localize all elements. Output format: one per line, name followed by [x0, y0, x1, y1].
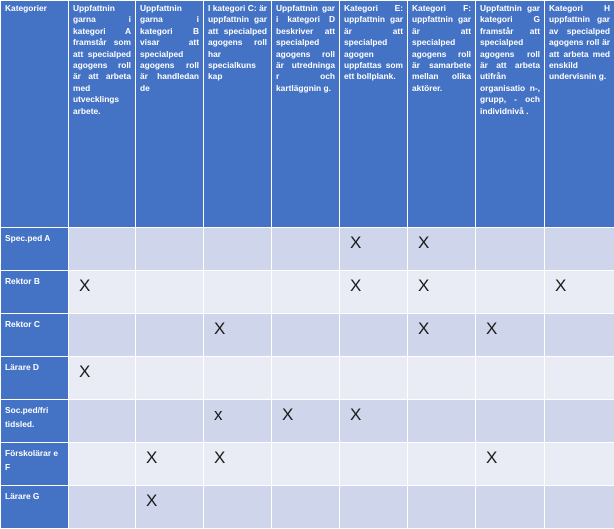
header-category-d: Uppfattnin gar i kategori D beskriver att specialped agogens roll är utredninga r och kartläggnin g.	[272, 1, 340, 228]
row-label: Rektor C	[1, 314, 69, 357]
table-cell: X	[136, 443, 204, 486]
table-cell	[272, 357, 340, 400]
row-label: Lärare G	[1, 486, 69, 529]
table-cell	[272, 443, 340, 486]
table-row	[1, 443, 614, 486]
table-cell	[476, 228, 545, 271]
table-cell	[136, 271, 204, 314]
table-cell: X	[545, 271, 614, 314]
table-cell: X	[340, 271, 408, 314]
table-row	[1, 357, 614, 400]
table-cell	[69, 228, 136, 271]
table-cell	[69, 314, 136, 357]
table-cell	[272, 271, 340, 314]
table-cell: X	[340, 228, 408, 271]
table-cell	[136, 400, 204, 443]
table-cell: x	[204, 400, 272, 443]
row-label: Lärare D	[1, 357, 69, 400]
table-row	[1, 486, 614, 529]
row-label: Soc.ped/fri tidsled.	[1, 400, 69, 443]
table-cell	[476, 486, 545, 529]
table-row	[1, 271, 614, 314]
row-label: Spec.ped A	[1, 228, 69, 271]
table-cell: X	[476, 314, 545, 357]
table-cell	[340, 357, 408, 400]
table-cell: X	[408, 314, 476, 357]
table-cell	[408, 400, 476, 443]
table-cell	[545, 443, 614, 486]
header-category-a: Uppfattnin garna i kategori A framstår som att specialped agogens roll är att arbeta med utvecklings arbete.	[69, 1, 136, 228]
table-cell	[408, 357, 476, 400]
table-cell: X	[476, 443, 545, 486]
row-label: Rektor B	[1, 271, 69, 314]
table-cell: X	[204, 314, 272, 357]
table-cell: X	[204, 443, 272, 486]
table-cell: X	[272, 400, 340, 443]
table-cell	[545, 400, 614, 443]
header-category-e: Kategori E: uppfattnin gar är att specialped agogen uppfattas som ett bollplank.	[340, 1, 408, 228]
table-cell	[476, 357, 545, 400]
header-category-h: Kategori H uppfattnin gar av specialped agogens roll är att arbeta med enskild undervisnin g.	[545, 1, 614, 228]
table-cell	[204, 357, 272, 400]
table-cell	[545, 314, 614, 357]
header-category-f: Kategori F: uppfattnin gar är att specialped agogens roll är samarbete mellan olika aktörer.	[408, 1, 476, 228]
table-cell	[408, 443, 476, 486]
table-cell: X	[69, 357, 136, 400]
table-cell: X	[136, 486, 204, 529]
table-cell	[340, 443, 408, 486]
table-cell	[340, 486, 408, 529]
table-cell	[340, 314, 408, 357]
table-cell: X	[69, 271, 136, 314]
table-cell	[136, 357, 204, 400]
table-cell	[69, 443, 136, 486]
table-cell	[545, 228, 614, 271]
table-cell	[476, 271, 545, 314]
header-kategorier: Kategorier	[1, 1, 69, 228]
table-cell	[204, 486, 272, 529]
table-cell	[272, 486, 340, 529]
table-cell	[476, 400, 545, 443]
row-label: Förskolärar e F	[1, 443, 69, 486]
header-category-g: Uppfattnin gar kategori G framstår att specialped agogens roll är att arbeta utifrån organisatio n-, grupp, - och individnivå .	[476, 1, 545, 228]
table-row	[1, 400, 614, 443]
table-cell	[69, 400, 136, 443]
header-row	[1, 1, 614, 228]
table-cell: X	[408, 228, 476, 271]
table-cell: X	[340, 400, 408, 443]
table-cell	[136, 314, 204, 357]
table-cell	[136, 228, 204, 271]
table-row	[1, 228, 614, 271]
table-cell	[204, 228, 272, 271]
table-row	[1, 314, 614, 357]
table-cell	[545, 357, 614, 400]
table-cell: X	[408, 271, 476, 314]
header-category-c: I kategori C: är uppfattnin gar att specialped agogens roll har specialkuns kap	[204, 1, 272, 228]
table-cell	[545, 486, 614, 529]
header-category-b: Uppfattnin garna i kategori B visar att specialped agogens roll är handledan de	[136, 1, 204, 228]
table-cell	[408, 486, 476, 529]
table-cell	[69, 486, 136, 529]
table-cell	[272, 228, 340, 271]
table-cell	[272, 314, 340, 357]
table-cell	[204, 271, 272, 314]
